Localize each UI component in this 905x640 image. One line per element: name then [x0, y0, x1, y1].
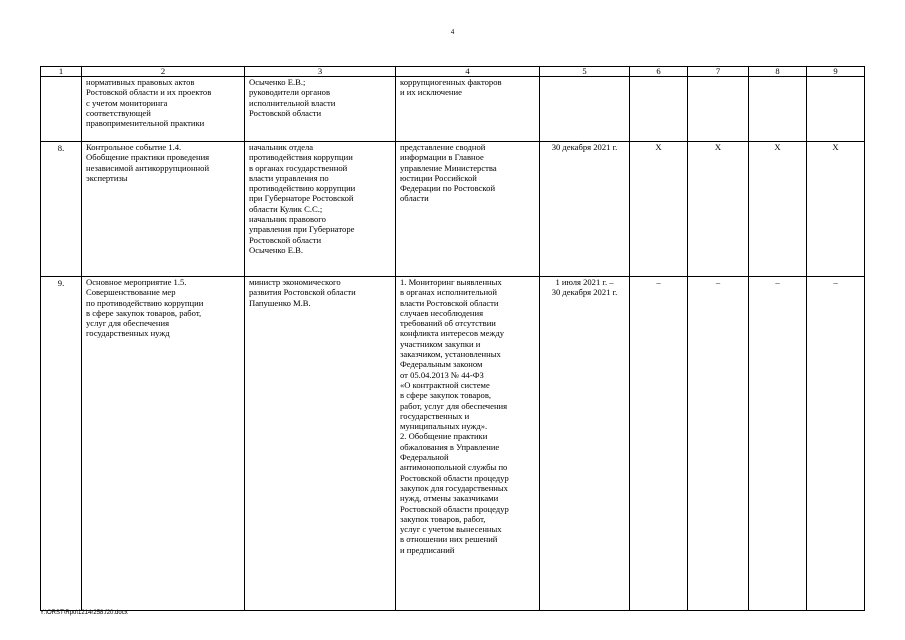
- cell-text-line: коррупциогенных факторов: [400, 77, 502, 87]
- cell-text-line: в органах исполнительной: [400, 287, 497, 298]
- mark-cell: –: [807, 277, 865, 611]
- cell-text-line: власти управления по: [249, 172, 329, 183]
- cell-text-line: государственных нужд: [86, 328, 170, 339]
- file-path-footer: Y:\ORST\Rpo\1214r258.f20.docx: [40, 610, 128, 616]
- cell-text-line: обжалования в Управление: [400, 441, 500, 452]
- cell-text-line: услуг для обеспечения: [86, 318, 170, 329]
- mark-cell: Х: [807, 142, 865, 277]
- cell-text-line: власти Ростовской области: [400, 297, 499, 308]
- mark-cell: [630, 77, 688, 142]
- column-number-header-row: [41, 67, 865, 77]
- cell-text-line: Контрольное событие 1.4.: [86, 142, 182, 152]
- cell-text-line: информации в Главное: [400, 152, 484, 163]
- cell-text-line: Обобщение практики проведения: [86, 152, 210, 163]
- cell-text-line: работ, услуг для обеспечения: [400, 400, 508, 411]
- cell-text-line: министр экономического: [249, 277, 341, 287]
- activity-cell: [82, 142, 245, 277]
- cell-text-line: развития Ростовской области: [249, 287, 356, 298]
- cell-text-line: представление сводной: [400, 142, 486, 152]
- cell-text-line: независимой антикоррупционной: [86, 162, 210, 173]
- mark-cell: [749, 77, 807, 142]
- cell-text-line: управление Министерства: [400, 162, 497, 173]
- cell-text-line: области: [400, 193, 429, 204]
- cell-text-line: Осыченко Е.В.;: [249, 77, 306, 87]
- table-row: [41, 77, 865, 142]
- result-cell: [396, 142, 540, 277]
- result-cell: [396, 77, 540, 142]
- activity-cell: [82, 77, 245, 142]
- cell-text-line: 1. Мониторинг выявленных: [400, 277, 502, 287]
- cell-text-line: юстиции Российской: [400, 172, 477, 183]
- cell-text-line: участником закупки и: [400, 338, 481, 349]
- mark-cell: [807, 77, 865, 142]
- column-header: 8: [749, 67, 807, 77]
- cell-text-line: государственных и: [400, 410, 470, 421]
- column-header: 6: [630, 67, 688, 77]
- cell-text-line: нормативных правовых актов: [86, 77, 195, 87]
- cell-text-line: и их исключение: [400, 87, 462, 98]
- mark-cell: Х: [749, 142, 807, 277]
- cell-text-line: 1 июля 2021 г. –: [555, 277, 614, 287]
- cell-text-line: закупок для государственных: [400, 482, 508, 493]
- cell-text-line: экспертизы: [86, 172, 128, 183]
- cell-text-line: требований об отсутствии: [400, 318, 496, 329]
- column-header: 3: [245, 67, 396, 77]
- cell-text-line: заказчиком, установленных: [400, 349, 501, 360]
- responsible-cell: [245, 277, 396, 611]
- cell-text-line: антимонопольной службы по: [400, 462, 508, 473]
- mark-cell: –: [688, 277, 749, 611]
- cell-text-line: в отношении них решений: [400, 534, 498, 545]
- cell-text-line: от 05.04.2013 № 44-ФЗ: [400, 369, 484, 380]
- cell-text-line: начальник правового: [249, 214, 326, 225]
- deadline-cell: [540, 77, 630, 142]
- table-row: [41, 277, 865, 611]
- column-header: 4: [396, 67, 540, 77]
- responsible-cell: [245, 142, 396, 277]
- cell-text-line: Папушенко М.В.: [249, 297, 311, 308]
- cell-text-line: Ростовской области: [249, 234, 322, 245]
- mark-cell: Х: [630, 142, 688, 277]
- cell-text-line: Осыченко Е.В.: [249, 244, 303, 255]
- column-header: 5: [540, 67, 630, 77]
- cell-text-line: в сфере закупок товаров,: [400, 390, 492, 401]
- mark-cell: Х: [688, 142, 749, 277]
- cell-text-line: муниципальных нужд».: [400, 421, 488, 432]
- cell-text-line: услуг с учетом вынесенных: [400, 524, 502, 535]
- cell-text-line: противодействия коррупции: [249, 152, 353, 163]
- cell-text-line: 30 декабря 2021 г.: [551, 142, 618, 152]
- cell-text-line: соответствующей: [86, 107, 151, 118]
- cell-text-line: в сфере закупок товаров, работ,: [86, 307, 202, 318]
- cell-text-line: Ростовской области: [249, 107, 322, 118]
- cell-text-line: Основное мероприятие 1.5.: [86, 277, 187, 287]
- cell-text-line: Федеральной: [400, 452, 449, 463]
- deadline-cell: [540, 142, 630, 277]
- cell-text-line: Совершенствование мер: [86, 287, 176, 298]
- cell-text-line: и предписаний: [400, 544, 455, 555]
- deadline-cell: [540, 277, 630, 611]
- cell-text-line: 30 декабря 2021 г.: [551, 287, 618, 298]
- cell-text-line: Ростовской области процедур: [400, 503, 509, 514]
- cell-text-line: при Губернаторе Ростовской: [249, 193, 354, 204]
- cell-text-line: противодействию коррупции: [249, 183, 356, 194]
- cell-text-line: с учетом мониторинга: [86, 97, 168, 108]
- cell-text-line: Федеральным законом: [400, 359, 483, 370]
- responsible-cell: [245, 77, 396, 142]
- cell-text-line: начальник отдела: [249, 142, 314, 152]
- cell-text-line: Федерации по Ростовской: [400, 183, 496, 194]
- row-number-cell: 9.: [41, 277, 82, 611]
- mark-cell: –: [749, 277, 807, 611]
- row-number-cell: 8.: [41, 142, 82, 277]
- cell-text-line: Ростовской области и их проектов: [86, 87, 212, 98]
- cell-text-line: конфликта интересов между: [400, 328, 505, 339]
- result-cell: [396, 277, 540, 611]
- cell-text-line: нужд, отмены заказчиками: [400, 493, 499, 504]
- mark-cell: –: [630, 277, 688, 611]
- action-plan-table: [40, 66, 865, 611]
- activity-cell: [82, 277, 245, 611]
- cell-text-line: в органах государственной: [249, 162, 348, 173]
- column-header: 7: [688, 67, 749, 77]
- column-header: 1: [41, 67, 82, 77]
- cell-text-line: закупок товаров, работ,: [400, 513, 486, 524]
- cell-text-line: «О контрактной системе: [400, 379, 490, 390]
- cell-text-line: исполнительной власти: [249, 97, 336, 108]
- cell-text-line: правоприменительной практики: [86, 118, 205, 129]
- column-header: 9: [807, 67, 865, 77]
- cell-text-line: руководители органов: [249, 87, 331, 98]
- cell-text-line: случаев несоблюдения: [400, 307, 484, 318]
- cell-text-line: 2. Обобщение практики: [400, 431, 488, 442]
- cell-text-line: управления при Губернаторе: [249, 224, 355, 235]
- cell-text-line: Ростовской области процедур: [400, 472, 509, 483]
- cell-text-line: области Кулик С.С.;: [249, 203, 323, 214]
- column-header: 2: [82, 67, 245, 77]
- page-number: 4: [450, 28, 455, 36]
- cell-text-line: по противодействию коррупции: [86, 297, 204, 308]
- row-number-cell: [41, 77, 82, 142]
- mark-cell: [688, 77, 749, 142]
- table-row: [41, 142, 865, 277]
